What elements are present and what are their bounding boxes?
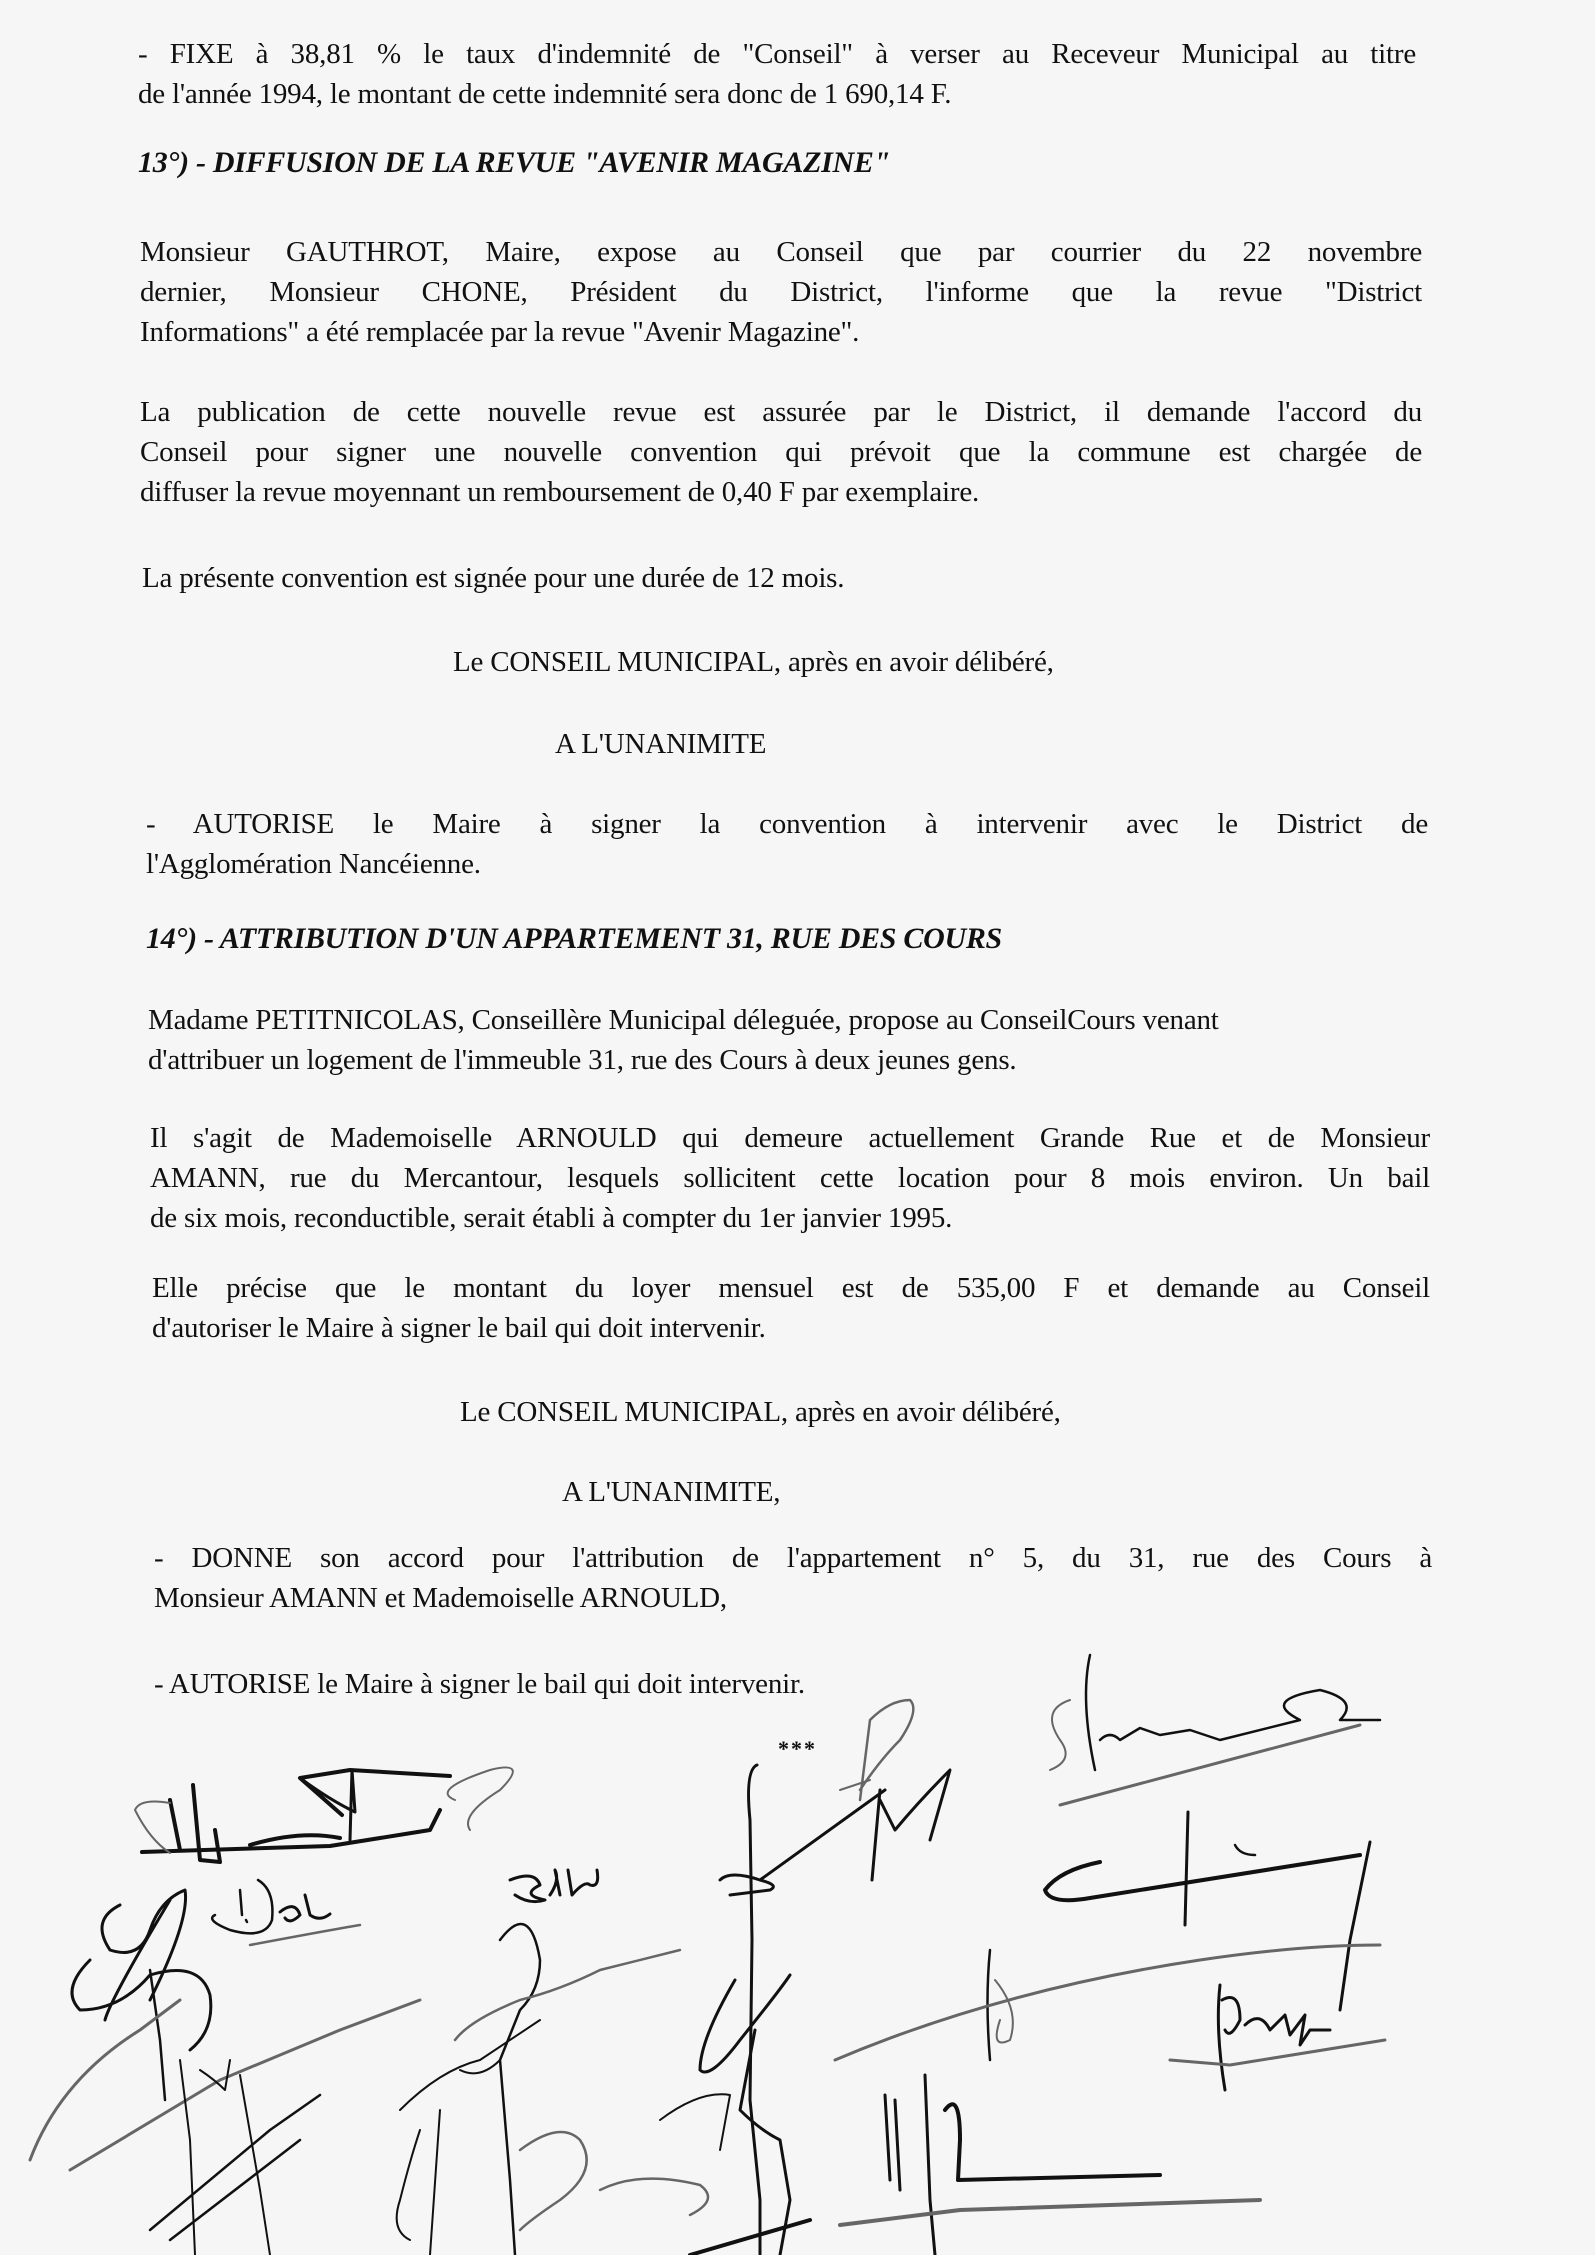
section-13-decision-line-2: l'Agglomération Nancéienne. [146,848,481,880]
section-13-p1-line-2: dernier, Monsieur CHONE, Président du District, l'informe que la revue "District [140,276,1422,308]
section-14-p2-line-3: de six mois, reconductible, serait établi à compter du 1er janvier 1995. [150,1202,953,1234]
section-14-council: Le CONSEIL MUNICIPAL, après en avoir délibéré, [460,1396,1061,1428]
section-14-p2-line-2: AMANN, rue du Mercantour, lesquels sollicitent cette location pour 8 mois environ. Un bail [150,1162,1430,1194]
intro-line-2: de l'année 1994, le montant de cette indemnité sera donc de 1 690,14 F. [138,78,952,110]
signature-bello [448,1768,598,1902]
signature-mel [840,2075,1260,2255]
section-14-vote: A L'UNANIMITE, [562,1476,781,1508]
separator-stars: *** [778,1736,817,1761]
signature-tall-middle [720,1700,950,2255]
signature-lower-left [30,2000,420,2255]
section-14-heading: 14°) - ATTRIBUTION D'UN APPARTEMENT 31, RUE DES COURS [146,922,1002,955]
section-13-council: Le CONSEIL MUNICIPAL, après en avoir délibéré, [453,646,1054,678]
section-14-decision1-line-1: - DONNE son accord pour l'attribution de l'appartement n° 5, du 31, rue des Cours à [154,1542,1432,1574]
signature-left-loops [72,1890,211,2100]
section-13-vote: A L'UNANIMITE [555,728,767,760]
signature-i-dade [212,1880,360,1945]
section-14-p3-line-2: d'autoriser le Maire à signer le bail qui doit intervenir. [152,1312,766,1344]
signature-1 [135,1770,450,1862]
section-13-p1-line-1: Monsieur GAUTHROT, Maire, expose au Conseil que par courrier du 22 novembre [140,236,1422,268]
intro-line-1: - FIXE à 38,81 % le taux d'indemnité de "Conseil" à verser au Receveur Municipal au titre [138,38,1416,70]
section-14-decision2: - AUTORISE le Maire à signer le bail qui doit intervenir. [154,1668,805,1700]
signature-top-right [1050,1655,1380,1805]
signature-ro [835,1945,1380,2060]
section-14-decision1-line-2: Monsieur AMANN et Mademoiselle ARNOULD, [154,1582,727,1614]
signature-hook [660,1975,810,2255]
signature-frangu [1170,1985,1385,2090]
section-13-p2-line-3: diffuser la revue moyennant un remboursement de 0,40 F par exemplaire. [140,476,980,508]
section-14-p3-line-1: Elle précise que le montant du loyer mensuel est de 535,00 F et demande au Conseil [152,1272,1430,1304]
section-13-p1-line-3: Informations" a été remplacée par la revue "Avenir Magazine". [140,316,860,348]
section-14-p1-line-2: d'attribuer un logement de l'immeuble 31, rue des Cours à deux jeunes gens. [148,1044,1017,1076]
section-13-decision-line-1: - AUTORISE le Maire à signer la convention à intervenir avec le District de [146,808,1428,840]
section-13-heading: 13°) - DIFFUSION DE LA REVUE "AVENIR MAGAZINE" [138,146,890,179]
section-13-p3: La présente convention est signée pour une durée de 12 mois. [142,562,845,594]
signature-center-lower [397,1924,708,2255]
section-13-p2-line-2: Conseil pour signer une nouvelle convention qui prévoit que la commune est chargée de [140,436,1422,468]
section-14-p2-line-1: Il s'agit de Mademoiselle ARNOULD qui demeure actuellement Grande Rue et de Monsieur [150,1122,1430,1154]
section-14-p1-line-1: Madame PETITNICOLAS, Conseillère Municipal déleguée, propose au ConseilCours venant [148,1004,1219,1036]
section-13-p2-line-1: La publication de cette nouvelle revue est assurée par le District, il demande l'accord du [140,396,1422,428]
